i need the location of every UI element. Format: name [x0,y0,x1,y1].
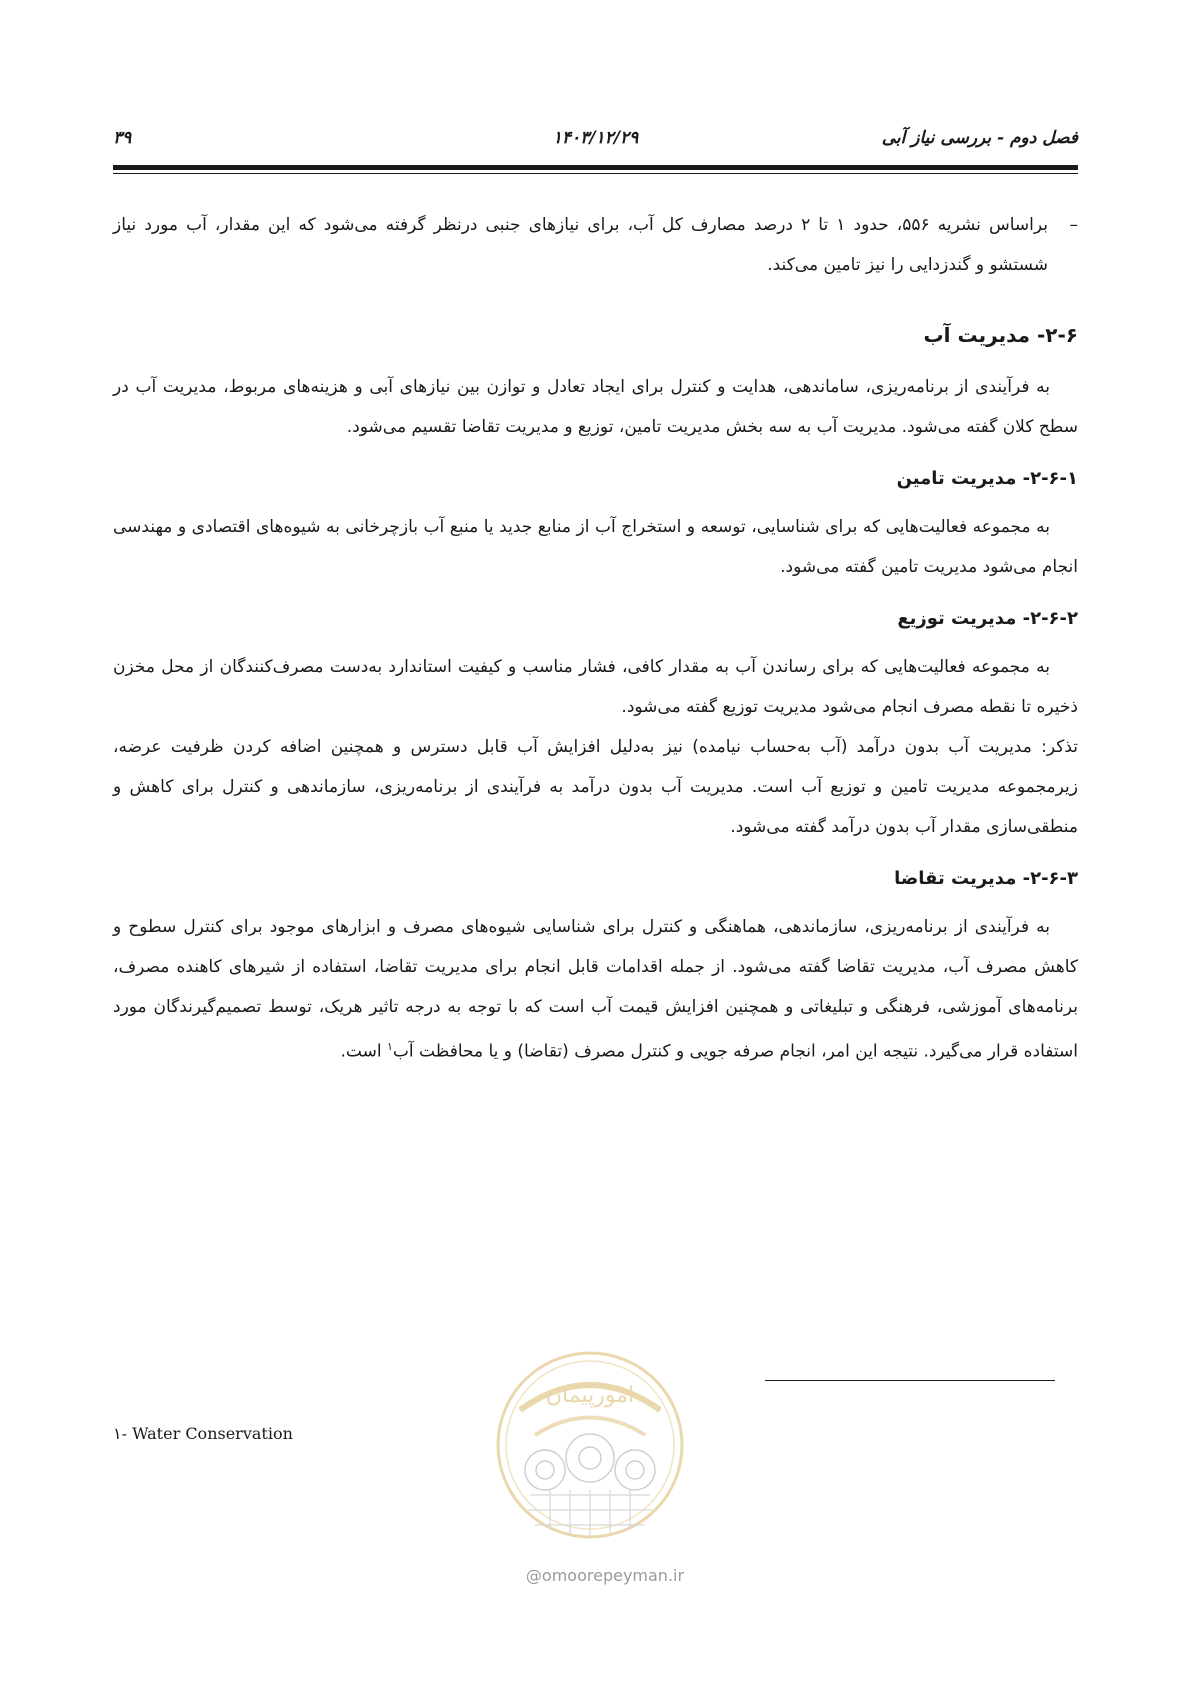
section-paragraph-water-management: به فرآیندی از برنامه‌ریزی، ساماندهی، هدایت و کنترل برای ایجاد تعادل و توازن بین نیازهای آبی و هزینه‌های مربوط، مدیریت آب در سطح کلان گفته می‌شود. مدیریت آب به سه بخش مدیریت تامین، توزیع و مدیریت تقاضا تقسیم می‌شود. [113,377,1078,437]
bullet-item [113,205,1078,285]
demand-text-end: است. [340,1041,387,1062]
subsection-heading-demand: ۲-۶-۳- مدیریت تقاضا [894,868,1078,889]
subsection-paragraph-supply: به مجموعه فعالیت‌هایی که برای شناسایی، توسعه و استخراج آب از منابع جدید یا منبع آب بازچرخانی به شیوه‌های اقتصادی و مهندسی انجام می‌شود مدیریت تامین گفته می‌شود. [113,517,1078,577]
distribution-note: تذکر: مدیریت آب بدون درآمد (آب به‌حساب نیامده) نیز به‌دلیل افزایش آب قابل دسترس و همچنین اضافه کردن ظرفیت عرضه، زیرمجموعه مدیریت تامین و توزیع آب است. مدیریت آب بدون درآمد به فرآیندی از برنامه‌ریزی، سازماندهی و کنترل برای کاهش و منطقی‌سازی مقدار آب بدون درآمد گفته می‌شود. [113,737,1078,837]
chapter-title: فصل دوم - بررسی نیاز آبی [881,128,1078,148]
header-rule-thick [113,165,1078,170]
bullet-dash: – [1069,215,1078,235]
footnote-reference[interactable]: ۱ [387,1040,393,1053]
subsection-heading-distribution: ۲-۶-۲- مدیریت توزیع [897,608,1078,629]
subsection-heading-supply: ۲-۶-۱- مدیریت تامین [896,468,1078,489]
bullet-text: براساس نشریه ۵۵۶، حدود ۱ تا ۲ درصد مصارف کل آب، برای نیازهای جنبی درنظر گرفته می‌شود که این مقدار، آب مورد نیاز شستشو و گندزدایی را نیز تامین می‌کند. [113,215,1048,275]
main-content [113,205,1078,1072]
header-date: ۱۴۰۳/۱۲/۲۹ [552,128,639,148]
watermark-site: @omoorepeyman.ir [525,1566,685,1585]
watermark-logo-text: امورپیمان [545,1383,635,1408]
header-rule-thin [113,173,1078,174]
watermark-logo-icon [490,1340,690,1570]
page-header [113,128,1078,158]
subsection-paragraph-demand [113,907,1078,1072]
page-number: ۳۹ [113,128,132,148]
section-heading-water-management: ۲-۶- مدیریت آب [923,323,1078,347]
footnote-rule [765,1380,1055,1381]
demand-text: به فرآیندی از برنامه‌ریزی، سازماندهی، هماهنگی و کنترل برای شناسایی شیوه‌های مصرف و ابزارهای موجود برای کنترل سطوح و کاهش مصرف آب، مدیریت تقاضا گفته می‌شود. از جمله اقدامات قابل انجام برای مدیریت تقاضا، استفاده از شیرهای کاهنده مصرف، برنامه‌های آموزشی، فرهنگی و تبلیغاتی و همچنین افزایش قیمت آب است که با توجه به درجه تاثیر هریک، توسط تصمیم‌گیرندگان مورد استفاده قرار می‌گیرد. نتیجه این امر، انجام صرفه جویی و کنترل مصرف (تقاضا) و یا محافظت آب [113,917,1078,1062]
footnote: ۱- Water Conservation [113,1424,293,1443]
subsection-paragraph-distribution: به مجموعه فعالیت‌هایی که برای رساندن آب به مقدار کافی، فشار مناسب و کیفیت استاندارد به‌دست مصرف‌کنندگان از محل مخزن ذخیره تا نقطه مصرف انجام می‌شود مدیریت توزیع گفته می‌شود. [113,657,1078,717]
